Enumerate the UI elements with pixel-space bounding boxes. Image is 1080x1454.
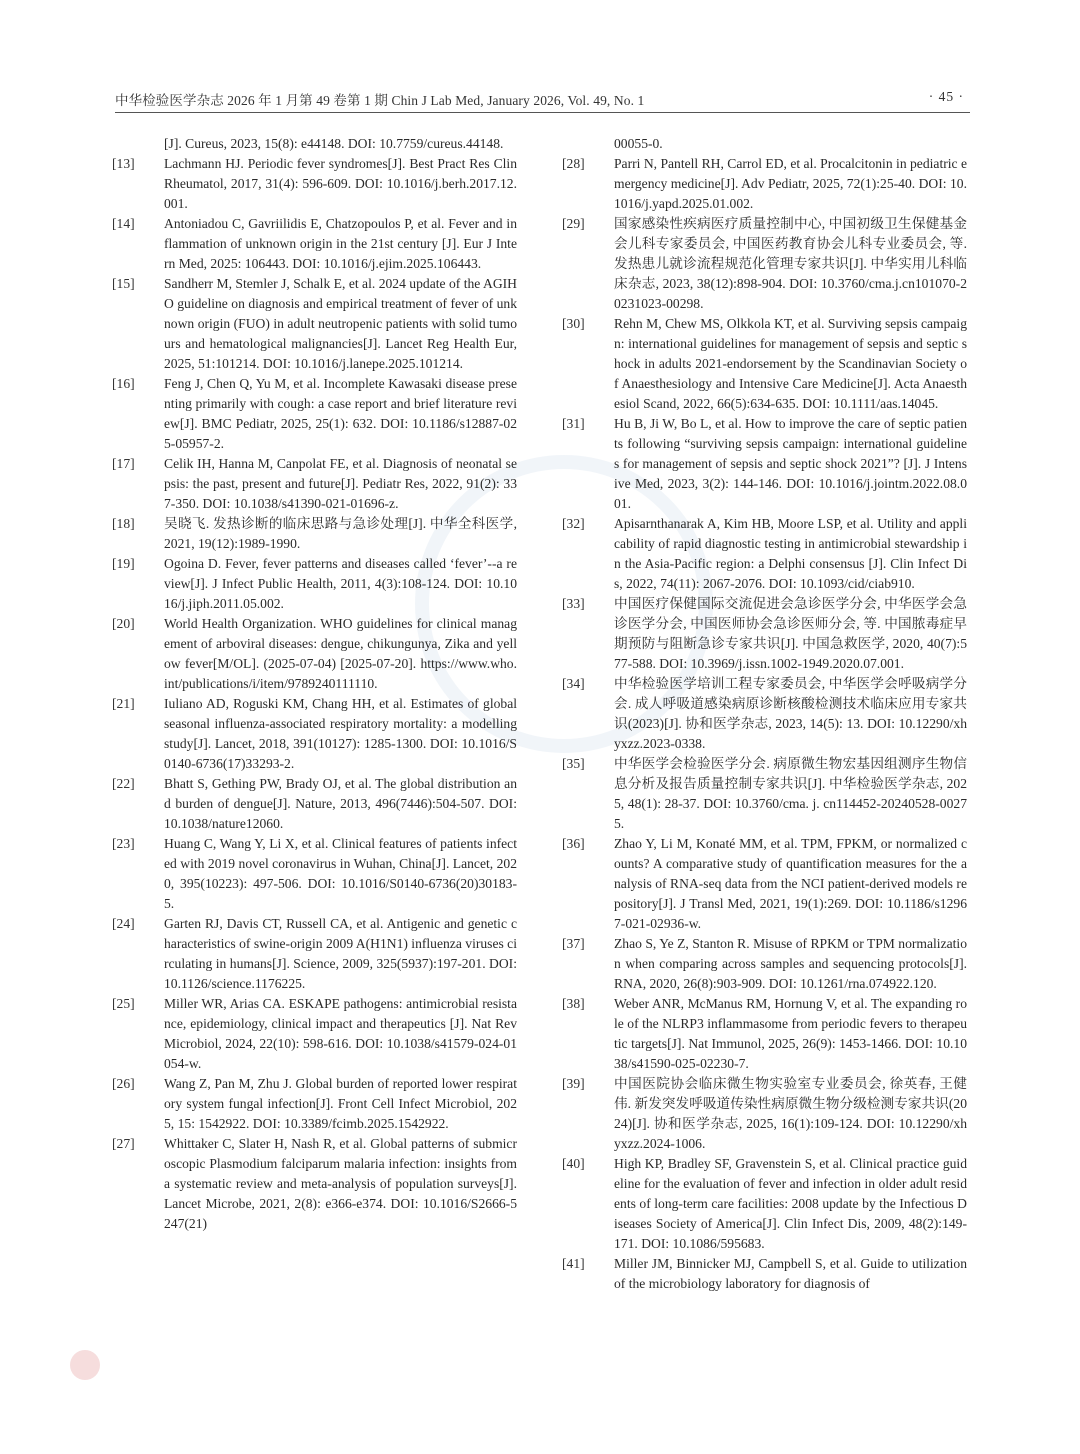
reference-entry bbox=[112, 214, 517, 274]
reference-entry bbox=[112, 614, 517, 694]
reference-entry bbox=[112, 1134, 517, 1234]
reference-text: Iuliano AD, Roguski KM, Chang HH, et al. Estimates of global seasonal influenza-associated respiratory mortality: a modelling study[J]. Lancet, 2018, 391(10127): 1285-1300. DOI: 10.1016/S0140-6736(17)33293-2. bbox=[164, 696, 517, 771]
reference-text: [J]. Cureus, 2023, 15(8): e44148. DOI: 10.7759/cureus.44148. bbox=[164, 136, 504, 151]
reference-text: Weber ANR, McManus RM, Hornung V, et al. The expanding role of the NLRP3 inflammasome from periodic fevers to therapeutic targets[J]. Nat Immunol, 2025, 26(9): 1453-1466. DOI: 10.1038/s41590-025-02230-7. bbox=[614, 996, 967, 1071]
reference-number: [21] bbox=[112, 696, 135, 711]
reference-column-right bbox=[562, 134, 967, 1294]
reference-text: Feng J, Chen Q, Yu M, et al. Incomplete Kawasaki disease presenting primarily with cough: a case report and brief literature review[J]. BMC Pediatr, 2025, 25(1): 632. DOI: 10.1186/s12887-025-05957-2. bbox=[164, 376, 517, 451]
reference-entry bbox=[112, 694, 517, 774]
reference-number: [17] bbox=[112, 456, 135, 471]
reference-text: Ogoina D. Fever, fever patterns and diseases called ‘fever’--a review[J]. J Infect Public Health, 2011, 4(3):108-124. DOI: 10.1016/j.jiph.2011.05.002. bbox=[164, 556, 517, 611]
reference-number: [24] bbox=[112, 916, 135, 931]
reference-text: Apisarnthanarak A, Kim HB, Moore LSP, et al. Utility and applicability of rapid diagnostic testing in antimicrobial stewardship in the Asia-Pacific region: a Delphi consensus [J]. Clin Infect Dis, 2022, 74(11): 2067-2076. DOI: 10.1093/cid/ciab910. bbox=[614, 516, 967, 591]
reference-number: [40] bbox=[562, 1156, 585, 1171]
reference-entry bbox=[562, 1254, 967, 1294]
reference-column-left bbox=[112, 134, 517, 1234]
reference-entry bbox=[112, 274, 517, 374]
reference-entry bbox=[562, 514, 967, 594]
reference-entry bbox=[562, 214, 967, 314]
reference-text: Antoniadou C, Gavriilidis E, Chatzopoulos P, et al. Fever and inflammation of unknown origin in the 21st century [J]. Eur J Intern Med, 2025: 106443. DOI: 10.1016/j.ejim.2025.106443. bbox=[164, 216, 517, 271]
reference-entry bbox=[112, 994, 517, 1074]
reference-entry bbox=[112, 154, 517, 214]
reference-text: High KP, Bradley SF, Gravenstein S, et al. Clinical practice guideline for the evaluation of fever and infection in older adult residents of long-term care facilities: 2008 update by the Infectious Diseases Society of America[J]. Clin Infect Dis, 2009, 48(2):149-171. DOI: 10.1086/595683. bbox=[614, 1156, 967, 1251]
reference-number: [37] bbox=[562, 936, 585, 951]
reference-entry bbox=[562, 154, 967, 214]
reference-entry bbox=[112, 914, 517, 994]
reference-number: [26] bbox=[112, 1076, 135, 1091]
reference-number: [32] bbox=[562, 516, 585, 531]
reference-entry bbox=[562, 754, 967, 834]
reference-text: 中国医院协会临床微生物实验室专业委员会, 徐英春, 王健伟. 新发突发呼吸道传染性病原微生物分级检测专家共识(2024)[J]. 协和医学杂志, 2025, 16(1):109-124. DOI: 10.12290/xhyxzz.2024-1006. bbox=[614, 1076, 967, 1151]
reference-number: [41] bbox=[562, 1256, 585, 1271]
reference-entry bbox=[112, 134, 517, 154]
reference-number: [13] bbox=[112, 156, 135, 171]
reference-entry bbox=[112, 834, 517, 914]
reference-number: [27] bbox=[112, 1136, 135, 1151]
reference-text: Zhao Y, Li M, Konaté MM, et al. TPM, FPKM, or normalized counts? A comparative study of quantification measures for the analysis of RNA-seq data from the NCI patient-derived models repository[J]. J Transl Med, 2021, 19(1):269. DOI: 10.1186/s12967-021-02936-w. bbox=[614, 836, 967, 931]
reference-text: Hu B, Ji W, Bo L, et al. How to improve the care of septic patients following “surviving sepsis campaign: international guidelines for management of sepsis and septic shock 2021”? [J]. J Intensive Med, 2023, 3(2): 144-146. DOI: 10.1016/j.jointm.2022.08.001. bbox=[614, 416, 967, 511]
reference-number: [34] bbox=[562, 676, 585, 691]
reference-entry bbox=[112, 774, 517, 834]
reference-entry bbox=[112, 454, 517, 514]
reference-entry bbox=[562, 994, 967, 1074]
reference-text: Sandherr M, Stemler J, Schalk E, et al. 2024 update of the AGIHO guideline on diagnosis and empirical treatment of fever of unknown origin (FUO) in adult neutropenic patients with solid tumours and hematological malignancies[J]. Lancet Reg Health Eur, 2025, 51:101214. DOI: 10.1016/j.lanepe.2025.101214. bbox=[164, 276, 517, 371]
reference-text: Bhatt S, Gething PW, Brady OJ, et al. The global distribution and burden of dengue[J]. Nature, 2013, 496(7446):504-507. DOI: 10.1038/nature12060. bbox=[164, 776, 517, 831]
running-header bbox=[115, 86, 970, 113]
reference-text: Miller JM, Binnicker MJ, Campbell S, et al. Guide to utilization of the microbiology laboratory for diagnosis of bbox=[614, 1256, 967, 1291]
reference-number: [23] bbox=[112, 836, 135, 851]
reference-entry bbox=[562, 934, 967, 994]
reference-entry bbox=[562, 134, 967, 154]
reference-text: 中国医疗保健国际交流促进会急诊医学分会, 中华医学会急诊医学分会, 中国医师协会急诊医师分会, 等. 中国脓毒症早期预防与阻断急诊专家共识[J]. 中国急救医学, 2020, 40(7):577-588. DOI: 10.3969/j.issn.1002-1949.2020.07.001. bbox=[614, 596, 967, 671]
reference-number: [31] bbox=[562, 416, 585, 431]
reference-text: 00055-0. bbox=[614, 136, 663, 151]
reference-entry bbox=[562, 594, 967, 674]
reference-number: [39] bbox=[562, 1076, 585, 1091]
reference-text: Lachmann HJ. Periodic fever syndromes[J]. Best Pract Res Clin Rheumatol, 2017, 31(4): 596-609. DOI: 10.1016/j.berh.2017.12.001. bbox=[164, 156, 517, 211]
reference-number: [20] bbox=[112, 616, 135, 631]
reference-entry bbox=[562, 834, 967, 934]
reference-number: [35] bbox=[562, 756, 585, 771]
reference-text: 吴晓飞. 发热诊断的临床思路与急诊处理[J]. 中华全科医学, 2021, 19(12):1989-1990. bbox=[164, 516, 517, 551]
reference-number: [28] bbox=[562, 156, 585, 171]
reference-number: [29] bbox=[562, 216, 585, 231]
reference-entry bbox=[112, 554, 517, 614]
reference-text: 中华检验医学培训工程专家委员会, 中华医学会呼吸病学分会. 成人呼吸道感染病原诊断核酸检测技术临床应用专家共识(2023)[J]. 协和医学杂志, 2023, 14(5): 13. DOI: 10.12290/xhyxzz.2023-0338. bbox=[614, 676, 967, 751]
page-number: · 45 · bbox=[928, 89, 964, 104]
reference-number: [15] bbox=[112, 276, 135, 291]
reference-entry bbox=[112, 374, 517, 454]
reference-entry bbox=[562, 414, 967, 514]
reference-number: [16] bbox=[112, 376, 135, 391]
reference-text: Wang Z, Pan M, Zhu J. Global burden of reported lower respiratory system fungal infection[J]. Front Cell Infect Microbiol, 2025, 15: 1542922. DOI: 10.3389/fcimb.2025.1542922. bbox=[164, 1076, 517, 1131]
reference-number: [22] bbox=[112, 776, 135, 791]
reference-entry bbox=[112, 1074, 517, 1134]
reference-entry bbox=[112, 514, 517, 554]
reference-text: Garten RJ, Davis CT, Russell CA, et al. Antigenic and genetic characteristics of swine-origin 2009 A(H1N1) influenza viruses circulating in humans[J]. Science, 2009, 325(5937):197-201. DOI: 10.1126/science.1176225. bbox=[164, 916, 517, 991]
reference-number: [36] bbox=[562, 836, 585, 851]
reference-number: [19] bbox=[112, 556, 135, 571]
reference-number: [14] bbox=[112, 216, 135, 231]
reference-entry bbox=[562, 314, 967, 414]
reference-text: Celik IH, Hanna M, Canpolat FE, et al. Diagnosis of neonatal sepsis: the past, present and future[J]. Pediatr Res, 2022, 91(2): 337-350. DOI: 10.1038/s41390-021-01696-z. bbox=[164, 456, 517, 511]
journal-info: 中华检验医学杂志 2026 年 1 月第 49 卷第 1 期 Chin J Lab Med, January 2026, Vol. 49, No. 1 bbox=[115, 93, 645, 108]
reference-number: [18] bbox=[112, 516, 135, 531]
reference-entry bbox=[562, 1154, 967, 1254]
reference-entry bbox=[562, 1074, 967, 1154]
reference-number: [30] bbox=[562, 316, 585, 331]
reference-text: 中华医学会检验医学分会. 病原微生物宏基因组测序生物信息分析及报告质量控制专家共识[J]. 中华检验医学杂志, 2025, 48(1): 28-37. DOI: 10.3760/cma. j. cn114452-20240528-00275. bbox=[614, 756, 967, 831]
reference-text: Miller WR, Arias CA. ESKAPE pathogens: antimicrobial resistance, epidemiology, clinical impact and therapeutics [J]. Nat Rev Microbiol, 2024, 22(10): 598-616. DOI: 10.1038/s41579-024-01054-w. bbox=[164, 996, 517, 1071]
reference-text: Zhao S, Ye Z, Stanton R. Misuse of RPKM or TPM normalization when comparing across samples and sequencing protocols[J]. RNA, 2020, 26(8):903-909. DOI: 10.1261/rna.074922.120. bbox=[614, 936, 967, 991]
reference-number: [25] bbox=[112, 996, 135, 1011]
publisher-logo bbox=[70, 1350, 100, 1380]
reference-number: [33] bbox=[562, 596, 585, 611]
reference-text: 国家感染性疾病医疗质量控制中心, 中国初级卫生保健基金会儿科专家委员会, 中国医药教育协会儿科专业委员会, 等. 发热患儿就诊流程规范化管理专家共识[J]. 中华实用儿科临床杂志, 2023, 38(12):898-904. DOI: 10.3760/cma.j.cn101070-20231023-00298. bbox=[614, 216, 967, 311]
reference-entry bbox=[562, 674, 967, 754]
reference-text: Parri N, Pantell RH, Carrol ED, et al. Procalcitonin in pediatric emergency medicine[J]. Adv Pediatr, 2025, 72(1):25-40. DOI: 10.1016/j.yapd.2025.01.002. bbox=[614, 156, 967, 211]
reference-text: Whittaker C, Slater H, Nash R, et al. Global patterns of submicroscopic Plasmodium falciparum malaria infection: insights from a systematic review and meta-analysis of population surveys[J]. Lancet Microbe, 2021, 2(8): e366-e374. DOI: 10.1016/S2666-5247(21) bbox=[164, 1136, 517, 1231]
reference-text: Huang C, Wang Y, Li X, et al. Clinical features of patients infected with 2019 novel coronavirus in Wuhan, China[J]. Lancet, 2020, 395(10223): 497-506. DOI: 10.1016/S0140-6736(20)30183-5. bbox=[164, 836, 517, 911]
reference-number: [38] bbox=[562, 996, 585, 1011]
reference-text: World Health Organization. WHO guidelines for clinical management of arboviral diseases: dengue, chikungunya, Zika and yellow fever[M/OL]. (2025-07-04) [2025-07-20]. https://www.who.int/publications/i/item/9789240111110. bbox=[164, 616, 517, 691]
reference-text: Rehn M, Chew MS, Olkkola KT, et al. Surviving sepsis campaign: international guidelines for management of sepsis and septic shock in adults 2021-endorsement by the Scandinavian Society of Anaesthesiology and Intensive Care Medicine[J]. Acta Anaesthesiol Scand, 2022, 66(5):634-635. DOI: 10.1111/aas.14045. bbox=[614, 316, 967, 411]
